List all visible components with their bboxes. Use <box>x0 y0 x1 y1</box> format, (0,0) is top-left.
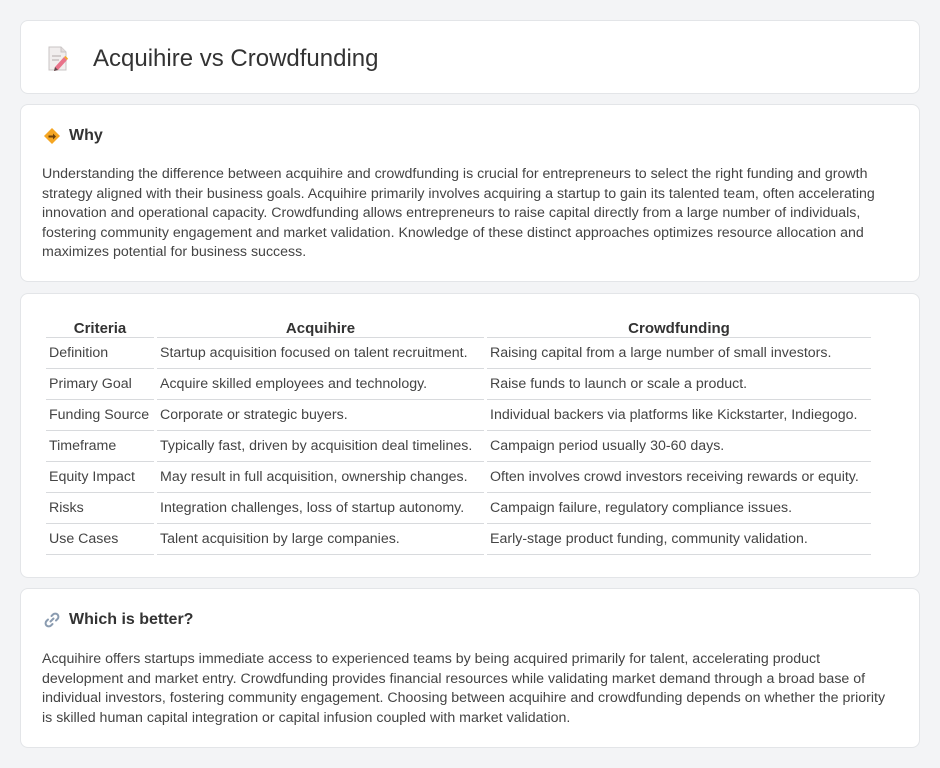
table-row <box>46 493 871 524</box>
table-cell: Equity Impact <box>46 462 154 493</box>
table-cell: Corporate or strategic buyers. <box>157 400 484 431</box>
table-row <box>46 338 871 369</box>
table-cell: Acquire skilled employees and technology. <box>157 369 484 400</box>
document-pencil-icon <box>47 46 69 72</box>
table-cell: Talent acquisition by large companies. <box>157 524 484 555</box>
table-cell: Campaign failure, regulatory compliance issues. <box>487 493 871 524</box>
why-section <box>20 104 920 282</box>
table-cell: Often involves crowd investors receiving rewards or equity. <box>487 462 871 493</box>
diamond-direction-icon <box>43 127 61 145</box>
why-title: Why <box>69 127 103 144</box>
table-cell: Campaign period usually 30-60 days. <box>487 431 871 462</box>
link-icon <box>43 611 61 629</box>
table-cell: Integration challenges, loss of startup autonomy. <box>157 493 484 524</box>
why-paragraph: Understanding the difference between acquihire and crowdfunding is crucial for entrepreneurs to select the right funding and growth strategy aligned with their business goals. Acquihire primarily involves acquiring a startup to gain its talented team, often accelerating innovation and operational capacity. Crowdfunding allows entrepreneurs to raise capital directly from a large number of individuals, fostering community engagement and market validation. Knowledge of these distinct approaches optimizes resource allocation and maximizes potential for business success. <box>42 166 875 261</box>
which-is-better-section <box>20 588 920 748</box>
table-cell: Early-stage product funding, community validation. <box>487 524 871 555</box>
table-row <box>46 400 871 431</box>
table-cell: Typically fast, driven by acquisition deal timelines. <box>157 431 484 462</box>
table-row <box>46 369 871 400</box>
title-row <box>47 45 378 73</box>
table-cell: Definition <box>46 338 154 369</box>
table-row <box>46 524 871 555</box>
header-criteria: Criteria <box>46 316 154 338</box>
table-cell: Risks <box>46 493 154 524</box>
table-cell: Funding Source <box>46 400 154 431</box>
better-title: Which is better? <box>69 611 194 628</box>
title-card <box>20 20 920 94</box>
table-row <box>46 462 871 493</box>
table-cell: Startup acquisition focused on talent recruitment. <box>157 338 484 369</box>
table-cell: Use Cases <box>46 524 154 555</box>
table-cell: Raising capital from a large number of small investors. <box>487 338 871 369</box>
header-acquihire: Acquihire <box>157 316 484 338</box>
comparison-table <box>43 316 874 555</box>
better-paragraph: Acquihire offers startups immediate access to experienced teams by being acquired primarily for talent, accelerating product development and market entry. Crowdfunding provides financial resources while validating market demand through a broad base of individual investors, fostering community engagement. Choosing between acquihire and crowdfunding depends on whether the priority is skilled human capital integration or capital infusion coupled with market validation. <box>42 651 886 726</box>
table-cell: Timeframe <box>46 431 154 462</box>
table-cell: Individual backers via platforms like Kickstarter, Indiegogo. <box>487 400 871 431</box>
table-row <box>46 431 871 462</box>
table-cell: Primary Goal <box>46 369 154 400</box>
page-title: Acquihire vs Crowdfunding <box>93 45 379 72</box>
table-cell: May result in full acquisition, ownership changes. <box>157 462 484 493</box>
table-header-row <box>46 316 871 338</box>
table-cell: Raise funds to launch or scale a product. <box>487 369 871 400</box>
comparison-section <box>20 293 920 578</box>
better-heading <box>43 611 193 629</box>
why-heading <box>43 127 103 145</box>
header-crowdfunding: Crowdfunding <box>487 316 871 338</box>
